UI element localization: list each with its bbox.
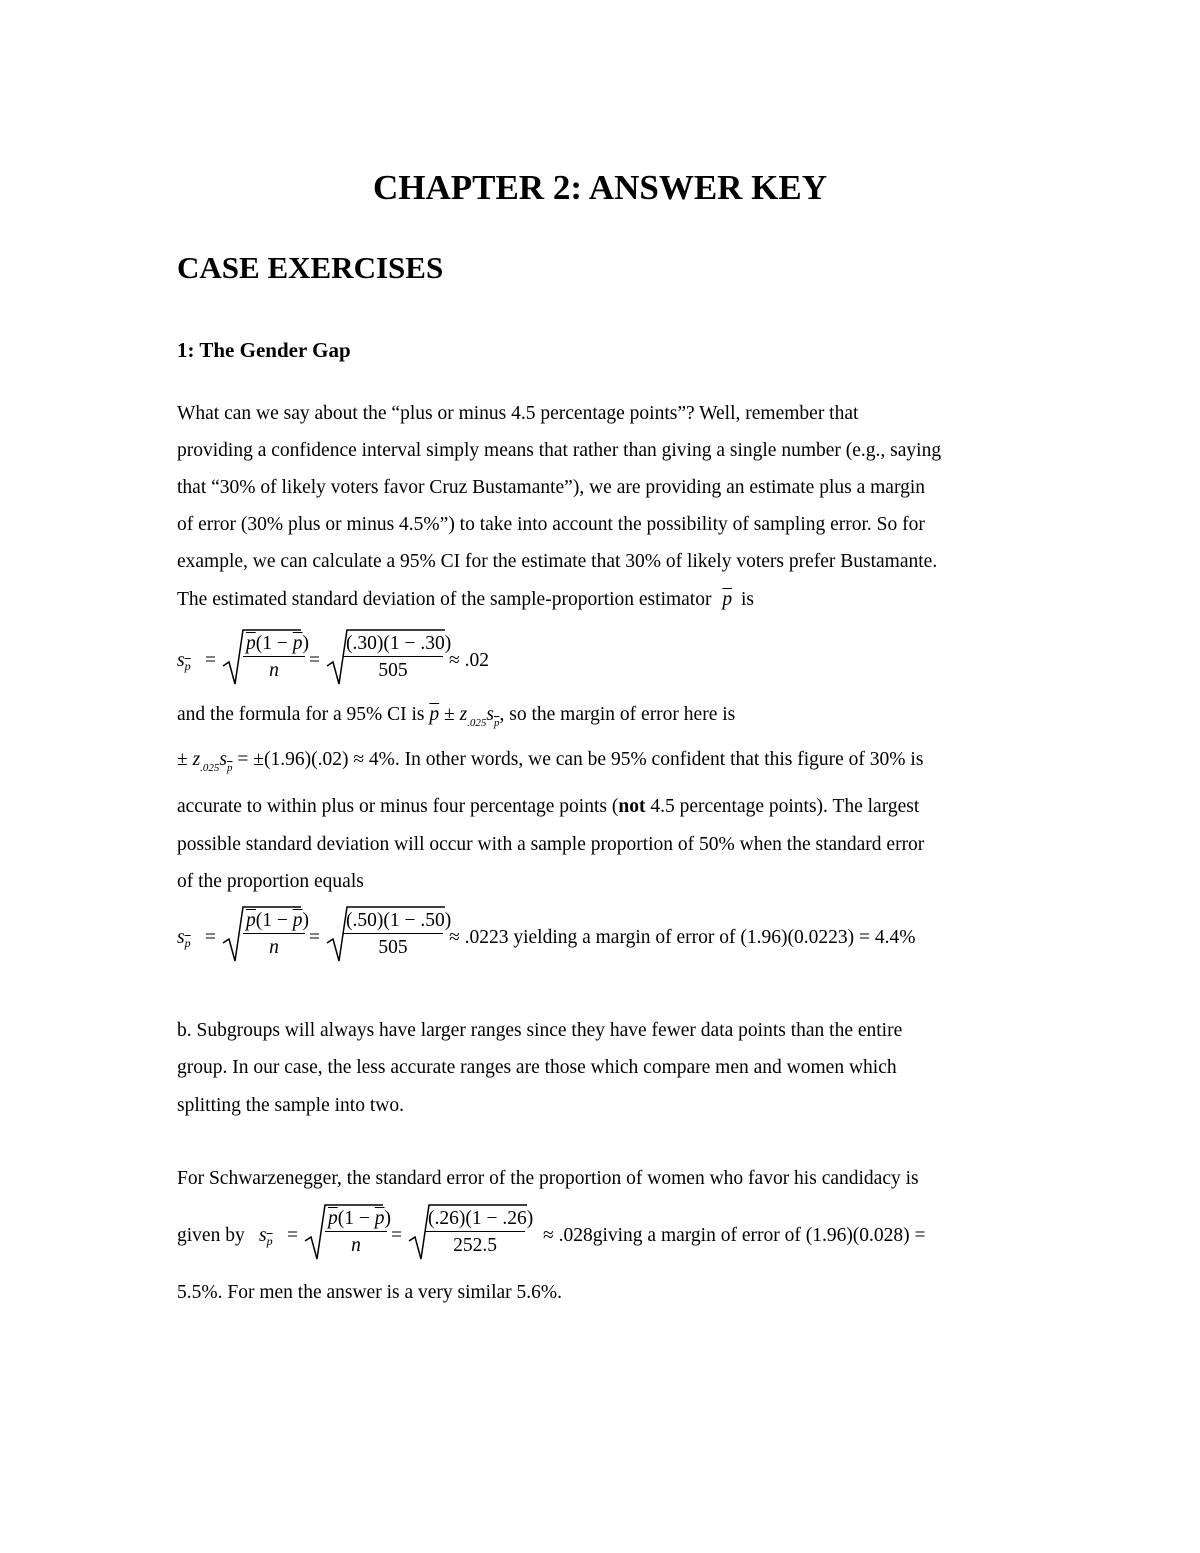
text-line: and the formula for a 95% CI is $\overline{p} \pm z_{.025}s_{\overline{p}}$, so the margin of error here is (177, 704, 736, 729)
section-heading: CASE EXERCISES (177, 250, 444, 285)
text-line: b. Subgroups will always have larger ranges since they have fewer data points than the entire (177, 1020, 903, 1041)
page-title: CHAPTER 2: ANSWER KEY (372, 168, 828, 207)
text-line: splitting the sample into two. (177, 1095, 404, 1116)
text-line: 5.5%. For men the answer is a very similar 5.6%. (177, 1282, 563, 1303)
subsection-heading: 1: The Gender Gap (177, 338, 351, 362)
text-line: What can we say about the “plus or minus 4.5 percentage points”? Well, remember that (177, 403, 859, 424)
text-line: of the proportion equals (177, 871, 364, 892)
text-line: group. In our case, the less accurate ranges are those which compare men and women which (177, 1057, 897, 1078)
text-line: possible standard deviation will occur with a sample proportion of 50% when the standard error (177, 834, 925, 855)
text-line: For Schwarzenegger, the standard error of the proportion of women who favor his candidacy is (177, 1168, 919, 1189)
equation-margin-of-error: ± $z_{.025}s_{\overline{p}} = \pm(1.96)(.02) \approx 4\%$. In other words, we can be 95% confident that this figure of 30% is (177, 749, 924, 774)
equation-max-standard-deviation: $s_{\overline{p}}$ = $\frac{\overline{p}(1 - \overline{p})}{n}$ = $\frac{(.50)(1 - .50)}{505}$ ≈ .0223 yielding a margin of error of (1.96)(0.0223) = 4.4% (177, 905, 1027, 965)
text-line: The estimated standard deviation of the sample-proportion estimator $\overline{p}$ is (177, 589, 754, 610)
equation-women-standard-error: given by $s_{\overline{p}}$ = $\frac{\overline{p}(1 - \overline{p})}{n}$ = $\frac{(.26)(1 - .26)}{252.5}$ ≈ .028giving a margin of error of (1.96)(0.028) = (177, 1203, 1027, 1263)
text-line: that “30% of likely voters favor Cruz Bustamante”), we are providing an estimate plus a margin (177, 477, 925, 498)
text-line: accurate to within plus or minus four percentage points (not 4.5 percentage points). The largest (177, 796, 920, 817)
text-line: providing a confidence interval simply means that rather than giving a single number (e.g., saying (177, 440, 942, 461)
equation-standard-deviation: $s_{\overline{p}}$ = $\frac{\overline{p}(1 - \overline{p})}{n}$ = $\frac{(.30)(1 - .30)}{505}$ ≈ .02 (177, 628, 577, 688)
text-line: example, we can calculate a 95% CI for the estimate that 30% of likely voters prefer Bustamante. (177, 551, 938, 572)
text-line: of error (30% plus or minus 4.5%”) to take into account the possibility of sampling error. So for (177, 514, 925, 535)
